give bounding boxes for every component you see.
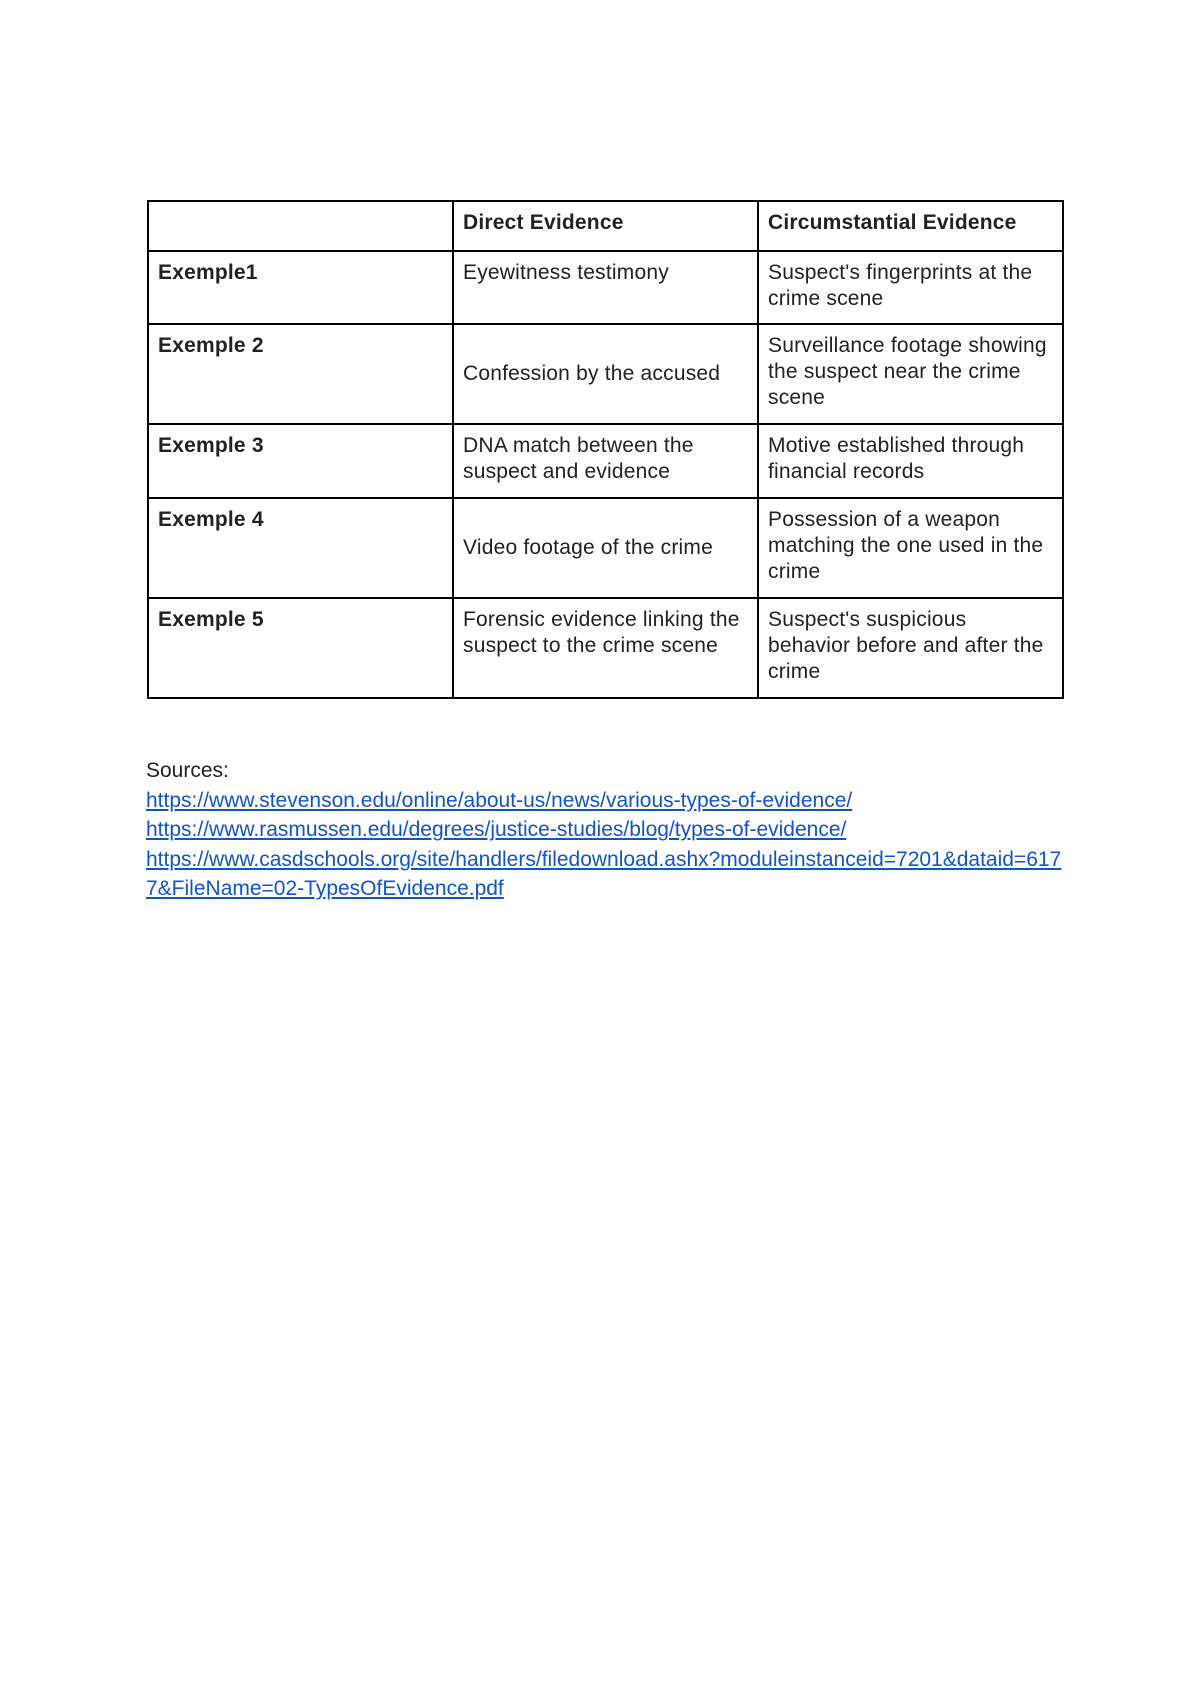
table-header-circumstantial: Circumstantial Evidence [758,201,1063,251]
circumstantial-evidence-cell: Possession of a weapon matching the one used in the crime [758,498,1063,598]
row-label: Exemple 5 [148,598,453,698]
table-row [148,424,1063,498]
table-row [148,251,1063,324]
row-label: Exemple 2 [148,324,453,424]
direct-evidence-cell: DNA match between the suspect and evidence [453,424,758,498]
source-link-rasmussen[interactable]: https://www.rasmussen.edu/degrees/justice-studies/blog/types-of-evidence/ [146,818,847,841]
row-label: Exemple 3 [148,424,453,498]
circumstantial-evidence-cell: Suspect's suspicious behavior before and after the crime [758,598,1063,698]
sources-section [146,756,1066,904]
circumstantial-evidence-cell: Motive established through financial records [758,424,1063,498]
sources-label: Sources: [146,759,229,782]
direct-evidence-cell: Forensic evidence linking the suspect to the crime scene [453,598,758,698]
evidence-table [147,200,1064,699]
table-row [148,498,1063,598]
circumstantial-evidence-cell: Suspect's fingerprints at the crime scene [758,251,1063,324]
direct-evidence-cell: Confession by the accused [453,324,758,424]
source-link-casdschools[interactable]: https://www.casdschools.org/site/handlers/filedownload.ashx?moduleinstanceid=7201&dataid=6177&FileName=02-TypesOfEvidence.pdf [146,847,1062,900]
direct-evidence-cell: Video footage of the crime [453,498,758,598]
table-row [148,324,1063,424]
table-header-direct: Direct Evidence [453,201,758,251]
table-header-empty [148,201,453,251]
circumstantial-evidence-cell: Surveillance footage showing the suspect near the crime scene [758,324,1063,424]
source-link-stevenson[interactable]: https://www.stevenson.edu/online/about-us/news/various-types-of-evidence/ [146,788,853,812]
table-row [148,598,1063,698]
row-label: Exemple 4 [148,498,453,598]
table-header-row [148,201,1063,251]
direct-evidence-cell: Eyewitness testimony [453,251,758,324]
row-label: Exemple1 [148,251,453,324]
